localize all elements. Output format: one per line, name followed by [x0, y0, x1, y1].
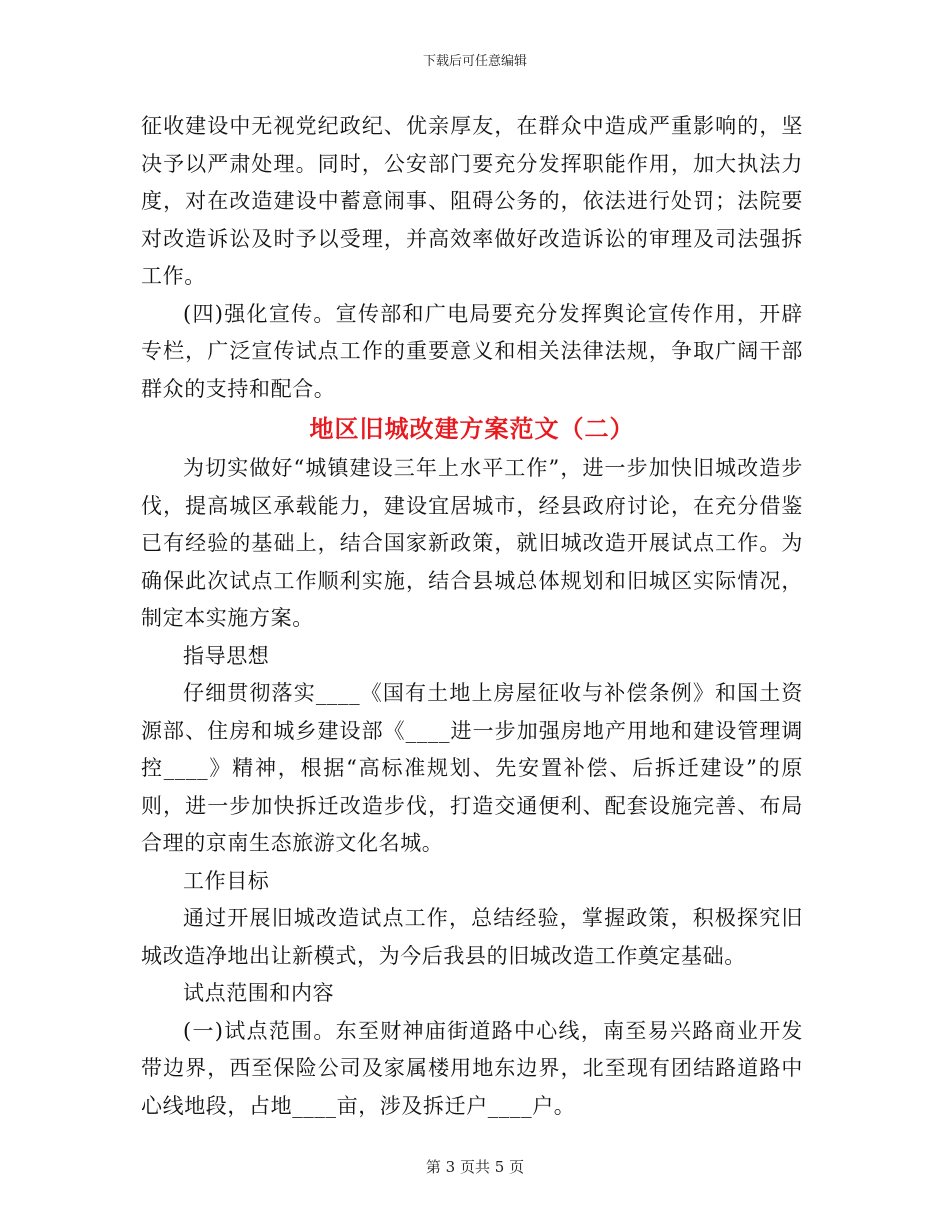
paragraph-pilot-scope: (一)试点范围。东至财神庙街道路中心线，南至易兴路商业开发带边界，西至保险公司及家属楼用地东边界，北至现有团结路道路中心线地段，占地____亩，涉及拆迁户____户。: [141, 1018, 803, 1118]
paragraph-penalties: 征收建设中无视党纪政纪、优亲厚友，在群众中造成严重影响的，坚决予以严肃处理。同时，公安部门要充分发挥职能作用，加大执法力度，对在改造建设中蓄意闹事、阻碍公务的，依法进行处罚；法院要对改造诉讼及时予以受理，并高效率做好改造诉讼的审理及司法强拆工作。: [141, 114, 803, 288]
page-footer: 第 3 页共 5 页: [425, 1158, 525, 1176]
section-title: 地区旧城改建方案范文（二）: [309, 415, 635, 443]
heading-work-goals: 工作目标: [183, 868, 270, 893]
page-header: 下载后可任意编辑: [422, 54, 527, 69]
paragraph-publicity: (四)强化宣传。宣传部和广电局要充分发挥舆论宣传作用，开辟专栏，广泛宣传试点工作的重要意义和相关法律法规，争取广阔干部群众的支持和配合。: [141, 301, 803, 401]
heading-pilot-scope: 试点范围和内容: [183, 981, 335, 1005]
paragraph-work-goals: 通过开展旧城改造试点工作，总结经验，掌握政策，积极探究旧城改造净地出让新模式，为今后我县的旧城改造工作奠定基础。: [141, 906, 803, 968]
heading-guiding-ideology: 指导思想: [183, 643, 270, 668]
paragraph-intro: 为切实做好“城镇建设三年上水平工作”，进一步加快旧城改造步伐，提高城区承载能力，建设宜居城市，经县政府讨论，在充分借鉴已有经验的基础上，结合国家新政策，就旧城改造开展试点工作。为确保此次试点工作顺利实施，结合县城总体规划和旧城区实际情况，制定本实施方案。: [141, 456, 803, 630]
paragraph-guiding-ideology: 仔细贯彻落实____《国有土地上房屋征收与补偿条例》和国土资源部、住房和城乡建设部《____进一步加强房地产用地和建设管理调控____》精神，根据“高标准规划、先安置补偿、后拆迁建设”的原则，进一步加快拆迁改造步伐，打造交通便利、配套设施完善、布局合理的京南生态旅游文化名城。: [141, 681, 803, 855]
document-body: [141, 108, 803, 1125]
